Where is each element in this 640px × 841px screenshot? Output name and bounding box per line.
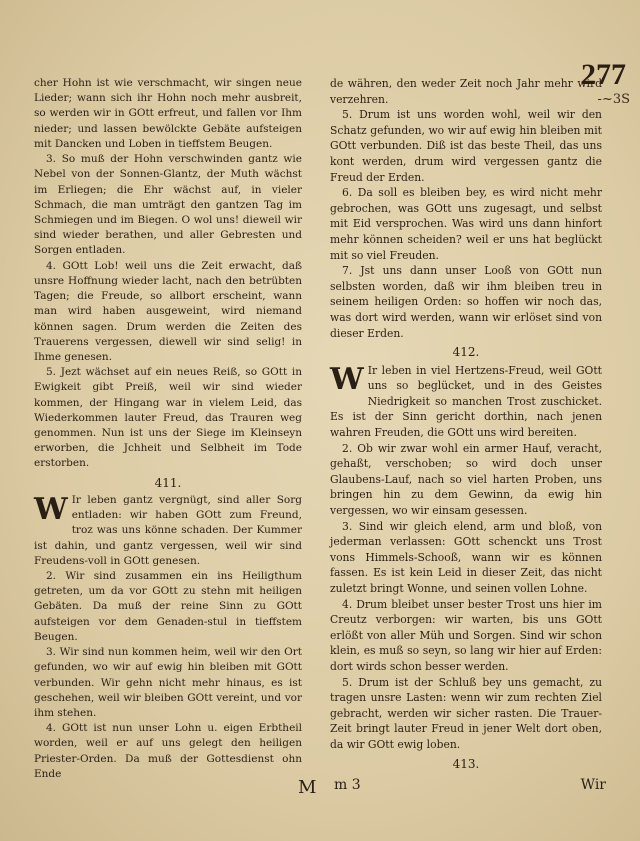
page-ornament: -~3S [597, 92, 630, 107]
hymn-number: 412. [452, 345, 480, 360]
paragraph-text: Ir leben gantz vergnügt, sind aller Sorg entladen: wir haben GOtt zum Freund, troz was uns könne schaden. Der Kummer ist dahin, und gantz vergessen, weil wir sind Freudens-voll in GOtt genesen. [34, 493, 302, 567]
paragraph: 7. Jst uns dann unser Looß von GOtt nun selbsten worden, daß wir ihm bleiben treu in seinem heiligen Orden: so hoffen wir noch das, was dort wird werden, wann wir erlöset sind von dieser Erden. [330, 264, 602, 340]
paragraph: 6. Da soll es bleiben bey, es wird nicht mehr gebrochen, was GOtt uns zugesagt, und selbst mit Eid versprochen. Was wird uns dann hinfort mehr können scheiden? weil er uns hat beglückt mit so viel Freuden. [330, 186, 602, 262]
paragraph: cher Hohn ist wie verschmacht, wir singen neue Lieder; wann sich ihr Hohn noch mehr ausbreit, so werden wir in GOtt erfreut, und fallen vor Ihm nieder; und lassen bewölckte Gebäte aufsteigen mit Dancken und Loben in tieffstem Beugen. [34, 77, 302, 150]
signature-mark: m 3 [334, 777, 361, 793]
paragraph: de währen, den weder Zeit noch Jahr mehr wird verzehren. [330, 77, 602, 106]
paragraph: 5. Drum ist der Schluß bey uns gemacht, zu tragen unsre Lasten: wenn wir zum rechten Ziel gebracht, werden wir sicher rasten. Die Trauer-Zeit bringt lauter Freud in jener Welt dort oben, da wir GOtt ewig loben. [330, 675, 602, 751]
paragraph: 3. Sind wir gleich elend, arm und bloß, von jederman verlassen: GOtt schenckt uns Trost vons Himmels-Schooß, wann wir es können fassen. Es ist kein Leid in dieser Zeit, das nicht zuletzt bringt Wonne, und seinen vollen Lohne. [330, 519, 602, 595]
paragraph: 5. Drum ist uns worden wohl, weil wir den Schatz gefunden, wo wir auf ewig hin bleiben mit GOtt verbunden. Diß ist das beste Theil, das uns kont werden, drum wird vergessen gantz die Freud der Erden. [330, 108, 602, 184]
catchword: Wir [580, 777, 606, 793]
paragraph [330, 363, 602, 441]
paragraph: 3. Wir sind nun kommen heim, weil wir den Ort gefunden, wo wir auf ewig hin bleiben mit GOtt verbunden. Wir gehn nicht mehr hinaus, es ist geschehen, weil wir bleiben GOtt vereint, und vor ihm stehen. [34, 646, 302, 719]
hymn-number: 413. [452, 756, 480, 771]
paragraph: 4. Drum bleibet unser bester Trost uns hier im Creutz verborgen: wir warten, bis uns GOtt erlößt von aller Müh und Sorgen. Sind wir schon klein, es muß so seyn, so lang wir hier auf Erden: dort wirds schon besser werden. [330, 597, 602, 673]
paragraph: 4. GOtt ist nun unser Lohn u. eigen Erbtheil worden, weil er auf uns gelegt den heiligen Priester-Orden. Da muß der Gottesdienst ohn Ende [34, 722, 302, 780]
paragraph [34, 493, 302, 569]
paragraph: 5. Jezt wächset auf ein neues Reiß, so GOtt in Ewigkeit gibt Preiß, weil wir sind wieder kommen, der Hingang war in vielem Leid, das Wiederkommen lauter Freud, das Trauren weg genommen. Nun ist uns der Siege im Kleinseyn erworben, die Jchheit und Selbheit im Tode erstorben. [34, 366, 302, 470]
paragraph: 2. Ob wir zwar wohl ein armer Hauf, veracht, gehaßt, verschoben; so wird doch unser Glaubens-Lauf, nach so viel harten Proben, uns bringen hin zu dem Gewinn, da ewig hin vergessen, wo wir einsam gesessen. [330, 441, 602, 518]
left-column [34, 76, 302, 782]
paragraph: 2. Wir sind zusammen ein ins Heiligthum getreten, um da vor GOtt zu stehn mit heiligen Gebäten. Da muß der reine Sinn zu GOtt aufsteigen vor dem Genaden-stul in tieffstem Beugen. [34, 570, 302, 643]
right-column [330, 76, 602, 774]
paragraph: 3. So muß der Hohn verschwinden gantz wie Nebel von der Sonnen-Glantz, der Muth wächst im Erliegen; die Ehr wächst auf, in vieler Schmach, die man umträgt den gantzen Tag im Schmiegen und im Biegen. O wol uns! dieweil wir sind wieder berathen, und aller Gebresten und Sorgen entladen. [34, 153, 302, 257]
hymn-number: 411. [154, 475, 182, 490]
drop-cap: W [330, 361, 364, 397]
page-footer [34, 777, 606, 801]
paragraph-text: Ir leben in viel Hertzens-Freud, weil GOtt uns so beglücket, und in des Geistes Niedrigkeit so manchen Trost zuschicket. Es ist der Sinn gericht dorthin, nach jenen wahren Freuden, die GOtt uns wird bereiten. [330, 363, 602, 440]
page-number: 277 [581, 58, 626, 91]
drop-cap: W [34, 491, 68, 527]
paragraph: 4. GOtt Lob! weil uns die Zeit erwacht, daß unsre Hoffnung wieder lacht, nach den betrübten Tagen; die Freude, so allbort erscheint, wann man wird haben ausgeweint, wird niemand können sagen. Drum werden die Zeiten des Trauerens vergessen, diewell wir sind selig! in Ihme genesen. [34, 259, 302, 363]
catchword-left: M [298, 777, 317, 798]
